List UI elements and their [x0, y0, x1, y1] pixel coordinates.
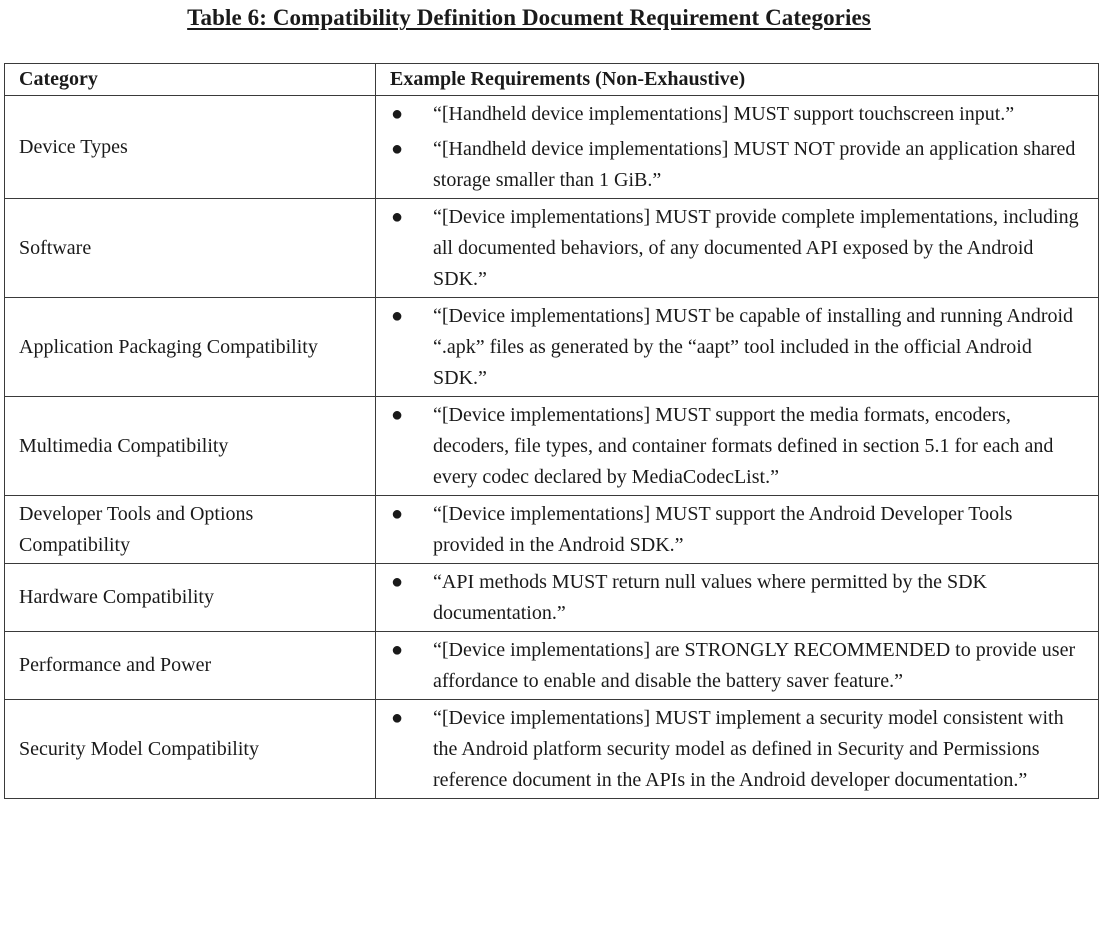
requirements-table — [4, 63, 1099, 799]
category-cell: Security Model Compatibility — [5, 700, 376, 799]
requirements-cell — [376, 298, 1099, 397]
requirements-cell — [376, 496, 1099, 564]
bullet-icon: ● — [391, 138, 404, 160]
category-cell: Device Types — [5, 96, 376, 199]
table-row — [5, 96, 1099, 199]
category-cell: Performance and Power — [5, 632, 376, 700]
requirements-cell — [376, 700, 1099, 799]
category-cell: Hardware Compatibility — [5, 564, 376, 632]
requirement-text: “[Device implementations] MUST implement a security model consistent with the Android platform security model as defined in Security and Permissions reference document in the APIs in the Android developer documentation.” — [433, 707, 1064, 791]
bullet-icon: ● — [391, 639, 404, 661]
column-header-category: Category — [5, 64, 376, 96]
requirements-cell — [376, 199, 1099, 298]
table-row — [5, 199, 1099, 298]
requirement-text: “[Device implementations] MUST be capable of installing and running Android “.apk” files as generated by the “aapt” tool included in the official Android SDK.” — [433, 305, 1074, 389]
requirement-item — [390, 703, 1088, 796]
table-row — [5, 496, 1099, 564]
requirement-text: “[Device implementations] MUST support the Android Developer Tools provided in the Android SDK.” — [433, 503, 1013, 556]
bullet-icon: ● — [391, 707, 404, 729]
category-cell: Application Packaging Compatibility — [5, 298, 376, 397]
requirement-text: “[Handheld device implementations] MUST NOT provide an application shared storage smaller than 1 GiB.” — [433, 138, 1076, 191]
requirement-text: “[Device implementations] are STRONGLY RECOMMENDED to provide user affordance to enable and disable the battery saver feature.” — [433, 639, 1076, 692]
table-row — [5, 632, 1099, 700]
requirements-cell — [376, 632, 1099, 700]
bullet-icon: ● — [391, 206, 404, 228]
requirement-item — [390, 301, 1088, 394]
bullet-icon: ● — [391, 571, 404, 593]
requirements-cell — [376, 564, 1099, 632]
requirement-item — [390, 202, 1088, 295]
requirement-item — [390, 499, 1088, 561]
table-row — [5, 564, 1099, 632]
requirements-cell — [376, 96, 1099, 199]
table-title: Table 6: Compatibility Definition Document Requirement Categories — [187, 5, 871, 30]
requirement-item — [390, 635, 1088, 697]
category-cell: Developer Tools and Options Compatibility — [5, 496, 376, 564]
requirement-text: “[Device implementations] MUST provide complete implementations, including all documented behaviors, of any documented API exposed by the Android SDK.” — [433, 206, 1079, 290]
category-cell: Multimedia Compatibility — [5, 397, 376, 496]
bullet-icon: ● — [391, 103, 404, 125]
category-cell: Software — [5, 199, 376, 298]
bullet-icon: ● — [391, 305, 404, 327]
requirement-item — [390, 567, 1088, 629]
header-row — [5, 64, 1099, 96]
table-row — [5, 298, 1099, 397]
bullet-icon: ● — [391, 404, 404, 426]
table-row — [5, 397, 1099, 496]
table-row — [5, 700, 1099, 799]
requirement-text: “[Handheld device implementations] MUST support touchscreen input.” — [433, 103, 1015, 125]
bullet-icon: ● — [391, 503, 404, 525]
requirement-item — [390, 400, 1088, 493]
requirement-text: “API methods MUST return null values where permitted by the SDK documentation.” — [433, 571, 987, 624]
column-header-requirements: Example Requirements (Non-Exhaustive) — [376, 64, 1099, 96]
requirement-item — [390, 99, 1088, 130]
requirements-cell — [376, 397, 1099, 496]
requirement-text: “[Device implementations] MUST support the media formats, encoders, decoders, file types, and container formats defined in section 5.1 for each and every codec declared by MediaCodecList.” — [433, 404, 1054, 488]
requirement-item — [390, 134, 1088, 196]
